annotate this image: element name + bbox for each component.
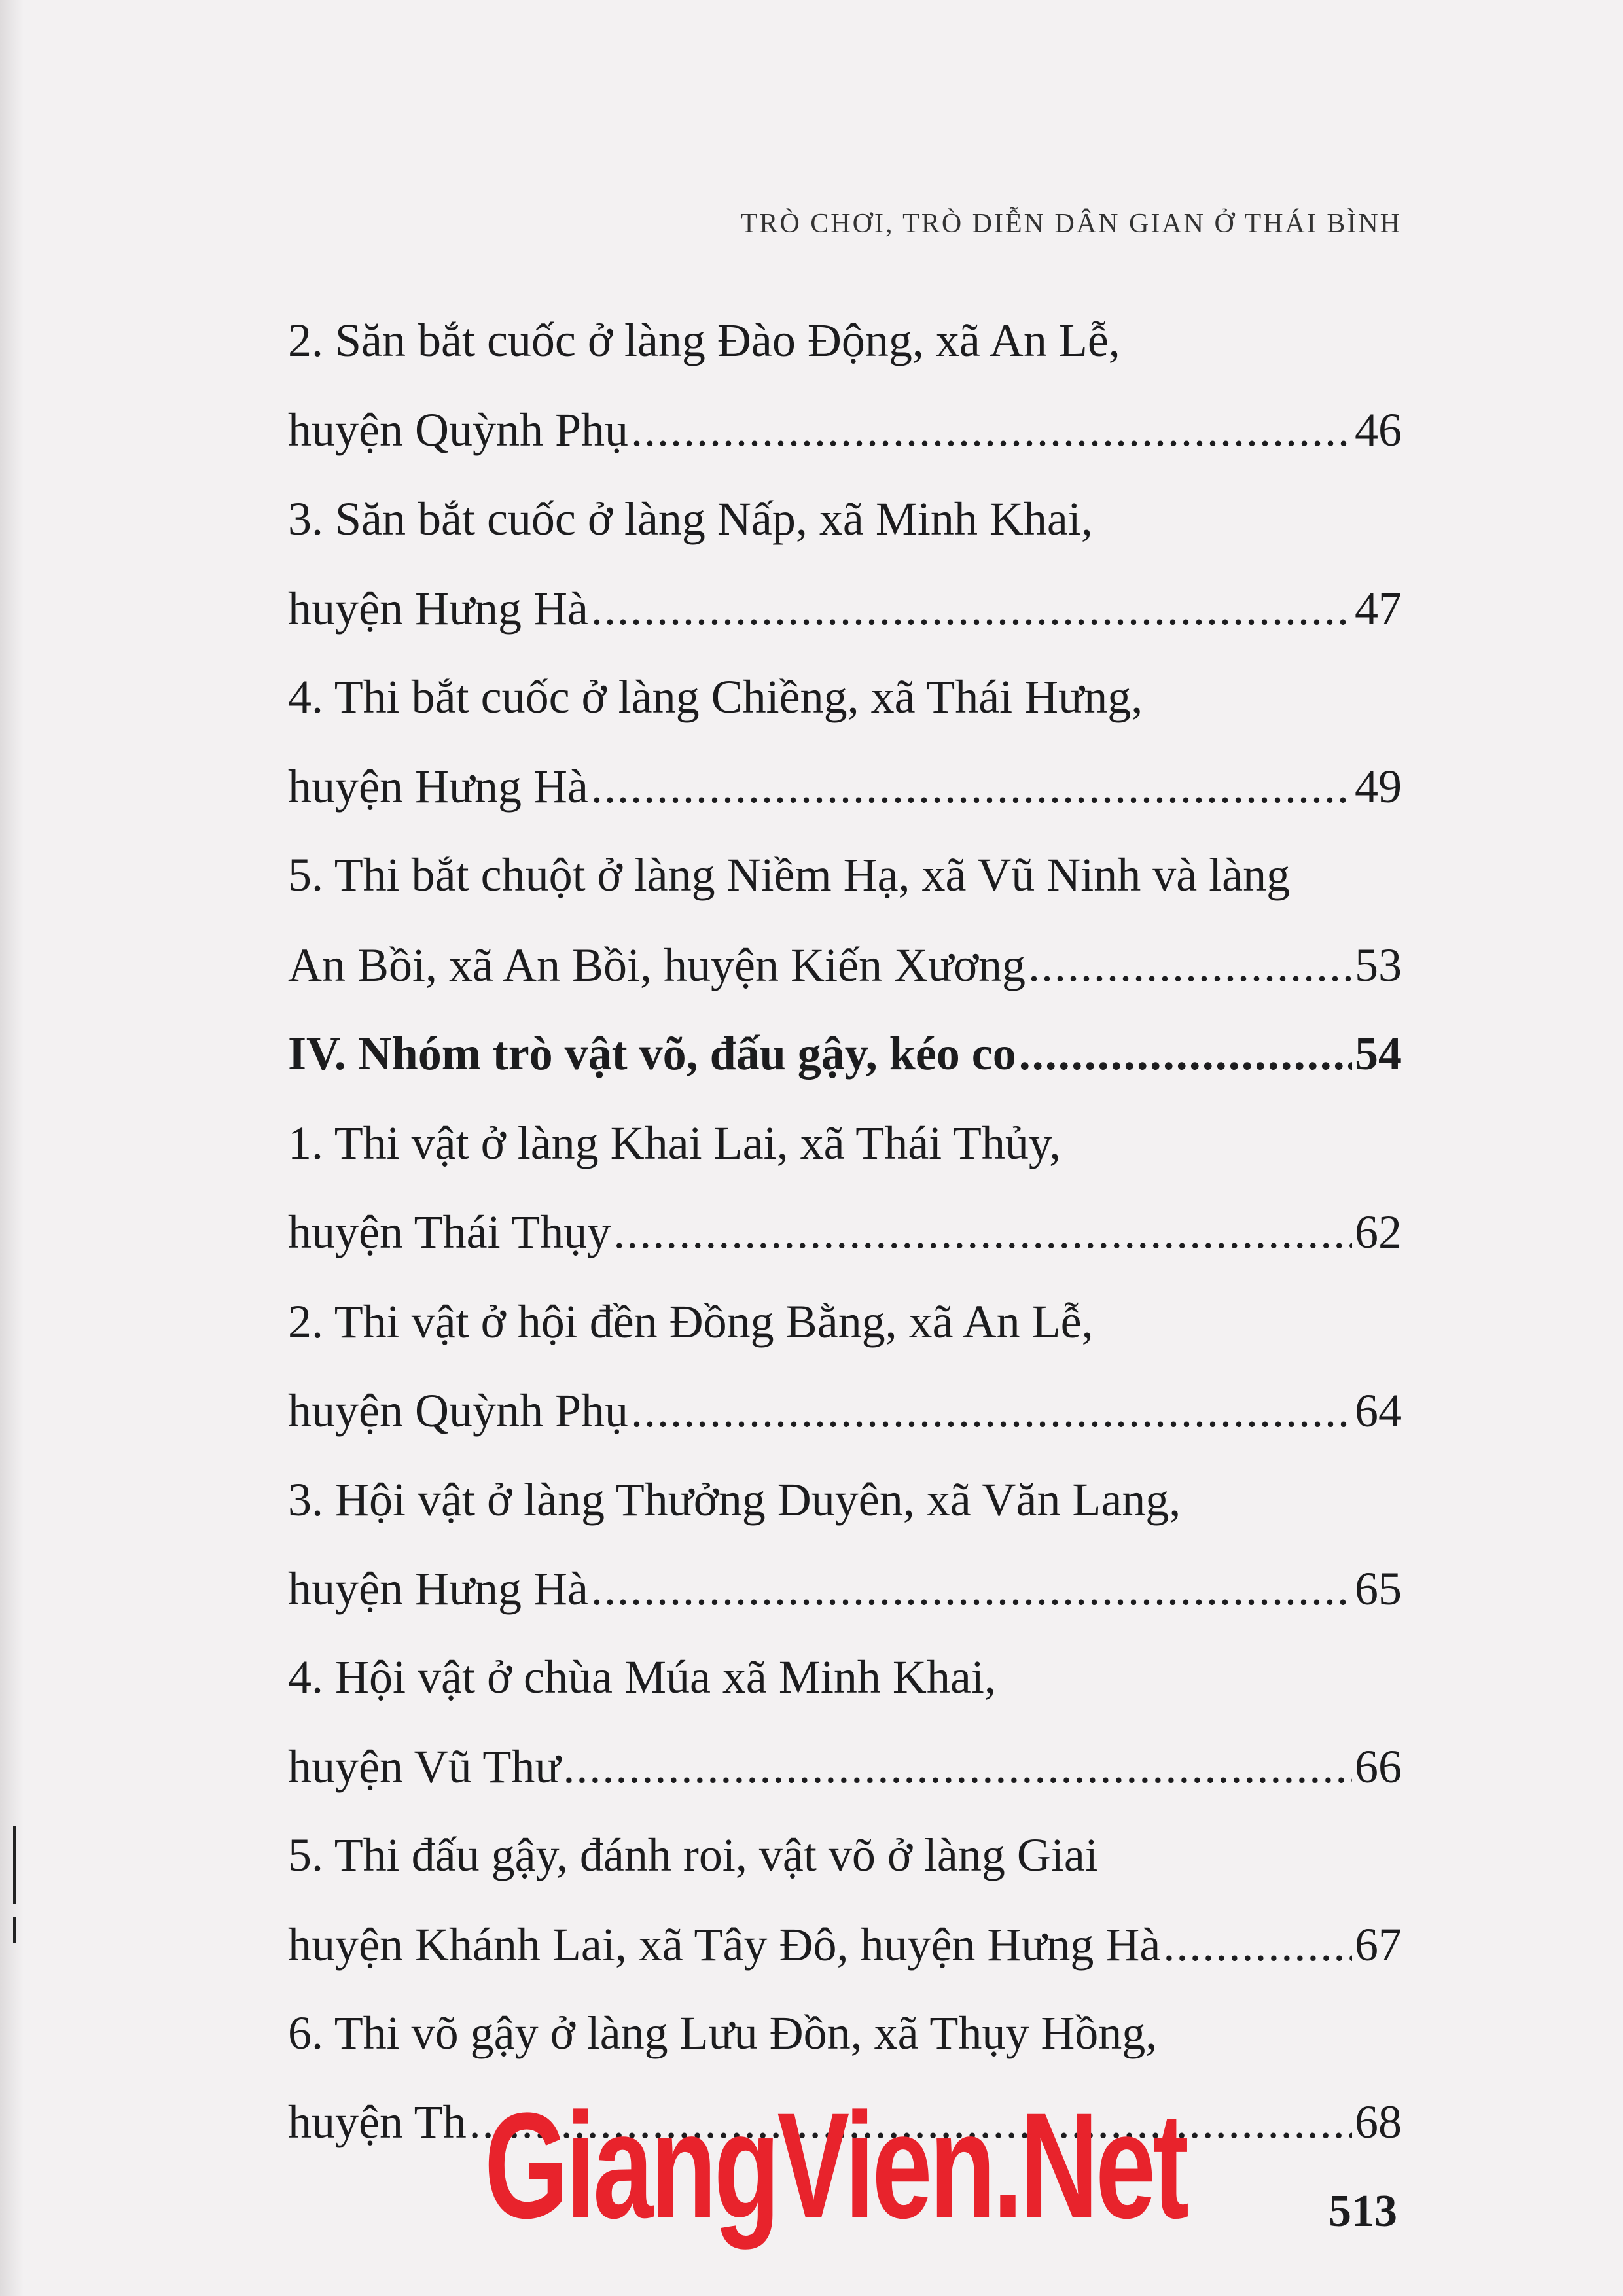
toc-page-number: 54 <box>1355 1027 1402 1080</box>
scan-edge-mark <box>13 1826 16 1904</box>
toc-entry-end <box>288 1559 1402 1618</box>
toc-text: huyện Hưng Hà <box>288 760 588 813</box>
toc-page-number: 46 <box>1355 404 1402 456</box>
toc-line <box>288 1292 1094 1351</box>
dot-leader <box>591 579 1352 638</box>
dot-leader <box>591 757 1352 816</box>
toc-page-number: 47 <box>1355 582 1402 635</box>
dot-leader <box>631 400 1352 459</box>
toc-entry-end <box>288 1915 1402 1974</box>
toc-page-number: 66 <box>1355 1740 1402 1793</box>
toc-text: 2. Thi vật ở hội đền Đồng Bằng, xã An Lễ, <box>288 1296 1094 1348</box>
toc-text: huyện Vũ Thư <box>288 1740 561 1793</box>
page-number: 513 <box>1329 2186 1397 2236</box>
toc-text: 3. Săn bắt cuốc ở làng Nấp, xã Minh Khai, <box>288 493 1093 545</box>
toc-text: huyện Th <box>288 2096 467 2148</box>
toc-text: 5. Thi đấu gậy, đánh roi, vật võ ở làng Giai <box>288 1829 1098 1881</box>
toc-text: An Bồi, xã An Bồi, huyện Kiến Xương <box>288 939 1026 991</box>
watermark-logo: GiangVien.Net <box>484 2081 1186 2250</box>
dot-leader <box>591 1559 1352 1618</box>
toc-entry-end <box>288 579 1402 638</box>
toc-page-number: 68 <box>1355 2096 1402 2148</box>
toc-page-number: 67 <box>1355 1918 1402 1971</box>
scan-edge-mark <box>13 1917 16 1943</box>
toc-entry-end <box>288 757 1402 816</box>
toc-line <box>288 489 1093 548</box>
toc-text: IV. Nhóm trò vật võ, đấu gậy, kéo co <box>288 1027 1016 1080</box>
toc-section-heading <box>288 1024 1402 1083</box>
toc-text: 1. Thi vật ở làng Khai Lai, xã Thái Thủy, <box>288 1117 1061 1169</box>
dot-leader <box>563 1737 1352 1796</box>
toc-line <box>288 1470 1181 1529</box>
running-header: TRÒ CHƠI, TRÒ DIỄN DÂN GIAN Ở THÁI BÌNH <box>740 209 1402 239</box>
toc-text: 3. Hội vật ở làng Thưởng Duyên, xã Văn Lang, <box>288 1474 1181 1526</box>
dot-leader <box>1019 1024 1352 1083</box>
toc-line <box>288 311 1120 370</box>
toc-entry-end <box>288 1381 1402 1440</box>
dot-leader <box>631 1381 1352 1440</box>
toc-line <box>288 845 1290 904</box>
toc-text: 2. Săn bắt cuốc ở làng Đào Động, xã An Lễ, <box>288 314 1120 366</box>
toc-page-number: 49 <box>1355 760 1402 813</box>
toc-line <box>288 1648 996 1706</box>
dot-leader <box>613 1203 1352 1262</box>
toc-text: 6. Thi võ gậy ở làng Lưu Đồn, xã Thụy Hồng, <box>288 2007 1158 2059</box>
toc-line <box>288 667 1143 726</box>
toc-entry-end <box>288 400 1402 459</box>
toc-line <box>288 1826 1098 1884</box>
toc-text: huyện Quỳnh Phụ <box>288 1385 628 1437</box>
toc-line <box>288 1114 1061 1173</box>
toc-page-number: 65 <box>1355 1563 1402 1615</box>
toc-text: 4. Hội vật ở chùa Múa xã Minh Khai, <box>288 1651 996 1703</box>
toc-page-number: 64 <box>1355 1385 1402 1437</box>
toc-text: huyện Thái Thụy <box>288 1206 611 1258</box>
toc-entry-end <box>288 936 1402 995</box>
dot-leader <box>1028 936 1352 995</box>
toc-entry-end <box>288 1203 1402 1262</box>
toc-text: 5. Thi bắt chuột ở làng Niềm Hạ, xã Vũ Ninh và làng <box>288 849 1291 901</box>
toc-line <box>288 2004 1157 2062</box>
page-edge-shadow <box>0 0 24 2296</box>
toc-page-number: 53 <box>1355 939 1402 991</box>
dot-leader <box>1163 1915 1352 1974</box>
toc-text: huyện Quỳnh Phụ <box>288 404 628 456</box>
toc-text: huyện Khánh Lai, xã Tây Đô, huyện Hưng Hà <box>288 1918 1161 1971</box>
toc-text: huyện Hưng Hà <box>288 1563 588 1615</box>
toc-text: 4. Thi bắt cuốc ở làng Chiềng, xã Thái Hưng, <box>288 671 1143 723</box>
toc-page-number: 62 <box>1355 1206 1402 1258</box>
toc-entry-end <box>288 1737 1402 1796</box>
toc-text: huyện Hưng Hà <box>288 582 588 635</box>
